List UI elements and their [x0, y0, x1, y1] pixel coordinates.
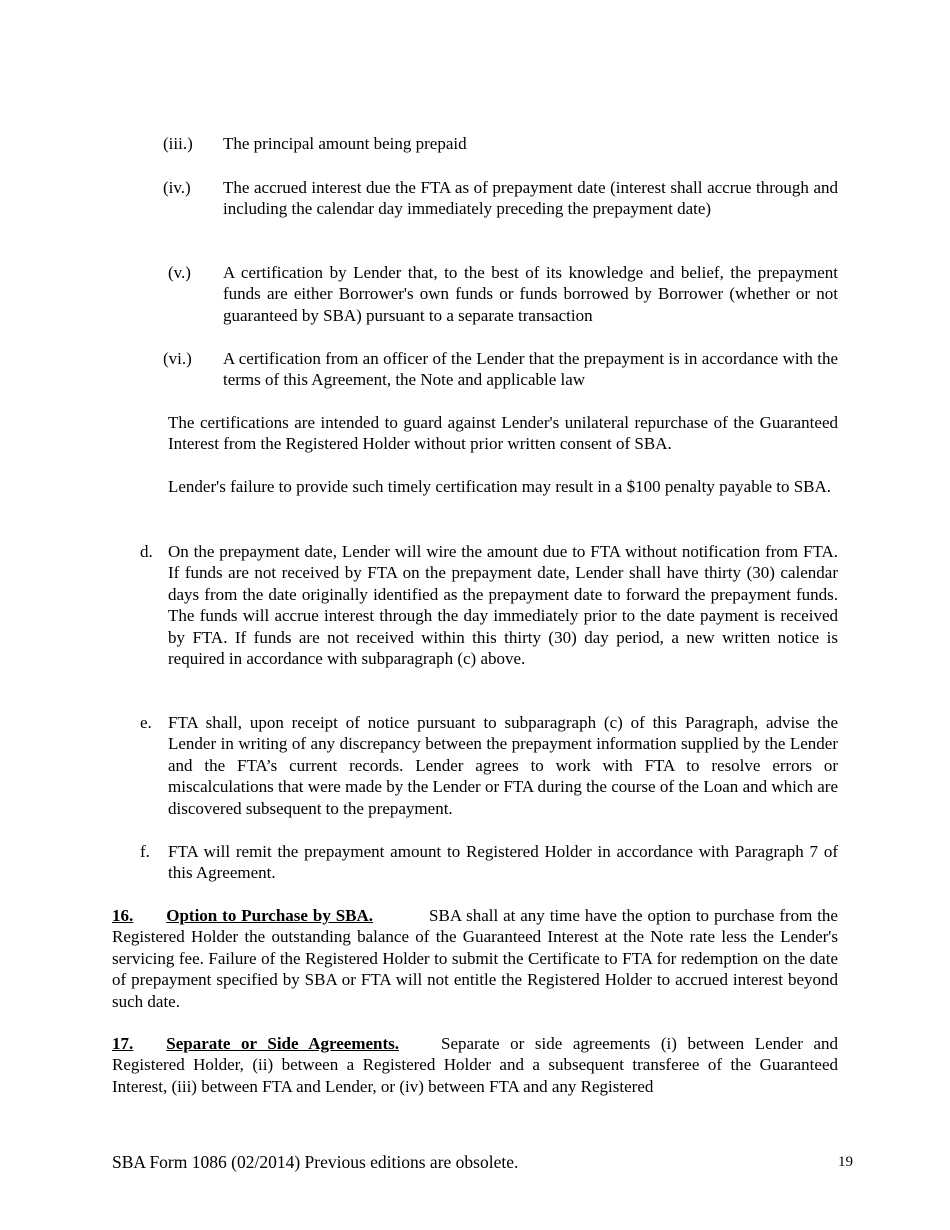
list-item-number: (v.) — [168, 263, 191, 282]
subparagraph-letter: f. — [140, 842, 150, 861]
list-item-text: The principal amount being prepaid — [223, 134, 467, 153]
list-item-number: (iv.) — [163, 178, 191, 197]
subparagraph-text: On the prepayment date, Lender will wire the amount due to FTA without notification from FTA. If funds are not received by FTA on the prepayment date, Lender shall have thirty (30) calendar days from the date originally identified as the prepayment date to forward the prepayment funds. The funds will accrue interest through the day immediately prior to the date payment is received by FTA. If funds are not received within this thirty (30) day period, a new written notice is required in accordance with subparagraph (c) above. — [168, 542, 838, 669]
section-16-title: Option to Purchase by SBA. — [166, 906, 374, 925]
list-item-text: The accrued interest due the FTA as of prepayment date (interest shall accrue through and including the calendar day immediately preceding the prepayment date) — [223, 178, 838, 219]
section-16 — [112, 905, 838, 1012]
failure-paragraph: Lender's failure to provide such timely certification may result in a $100 penalty payable to SBA. — [168, 477, 832, 496]
page-number: 19 — [838, 1154, 853, 1170]
certifications-paragraph: The certifications are intended to guard against Lender's unilateral repurchase of the Guaranteed Interest from the Registered Holder without prior written consent of SBA. — [168, 413, 838, 454]
subparagraph-item — [140, 841, 838, 884]
section-17-heading — [112, 1034, 399, 1053]
section-17-text: Separate or side agreements (i) between Lender and Registered Holder, (ii) between a Registered Holder and a subsequent transferee of the Guaranteed Interest, (iii) between FTA and Lender, or (iv) between FTA and any Registered — [112, 1034, 838, 1096]
list-item — [163, 348, 838, 391]
subparagraph-item — [140, 712, 838, 819]
list-item — [163, 177, 838, 220]
list-item — [163, 133, 838, 154]
subparagraph-text: FTA will remit the prepayment amount to Registered Holder in accordance with Paragraph 7 of this Agreement. — [168, 842, 838, 883]
subparagraph-text: FTA shall, upon receipt of notice pursuant to subparagraph (c) of this Paragraph, advise the Lender in writing of any discrepancy between the prepayment information supplied by the Lender and the FTA’s current records. Lender agrees to work with FTA to resolve errors or miscalculations that were made by the Lender or FTA during the course of the Loan and which are discovered subsequent to the prepayment. — [168, 713, 838, 818]
section-17 — [112, 1033, 838, 1097]
section-17-title: Separate or Side Agreements. — [166, 1034, 400, 1053]
section-16-number: 16. — [112, 906, 134, 925]
list-item-text: A certification from an officer of the Lender that the prepayment is in accordance with the terms of this Agreement, the Note and applicable law — [223, 349, 838, 390]
section-16-heading — [112, 906, 373, 925]
section-17-number: 17. — [112, 1034, 134, 1053]
list-item-number: (vi.) — [163, 349, 192, 368]
list-item-number: (iii.) — [163, 134, 193, 153]
subparagraph-item — [140, 541, 838, 669]
list-item-text: A certification by Lender that, to the best of its knowledge and belief, the prepayment funds are either Borrower's own funds or funds borrowed by Borrower (whether or not guaranteed by SBA) pursuant to a separate transaction — [223, 263, 838, 325]
subparagraph-letter: d. — [140, 542, 153, 561]
footer-form-text: SBA Form 1086 (02/2014) Previous editions are obsolete. — [112, 1152, 519, 1172]
list-item — [163, 262, 838, 326]
section-16-text: SBA shall at any time have the option to purchase from the Registered Holder the outstanding balance of the Guaranteed Interest at the Note rate less the Lender's servicing fee. Failure of the Registered Holder to submit the Certificate to FTA for redemption on the date of prepayment specified by SBA or FTA will not entitle the Registered Holder to accrued interest beyond such date. — [112, 906, 838, 1011]
subparagraph-letter: e. — [140, 713, 152, 732]
